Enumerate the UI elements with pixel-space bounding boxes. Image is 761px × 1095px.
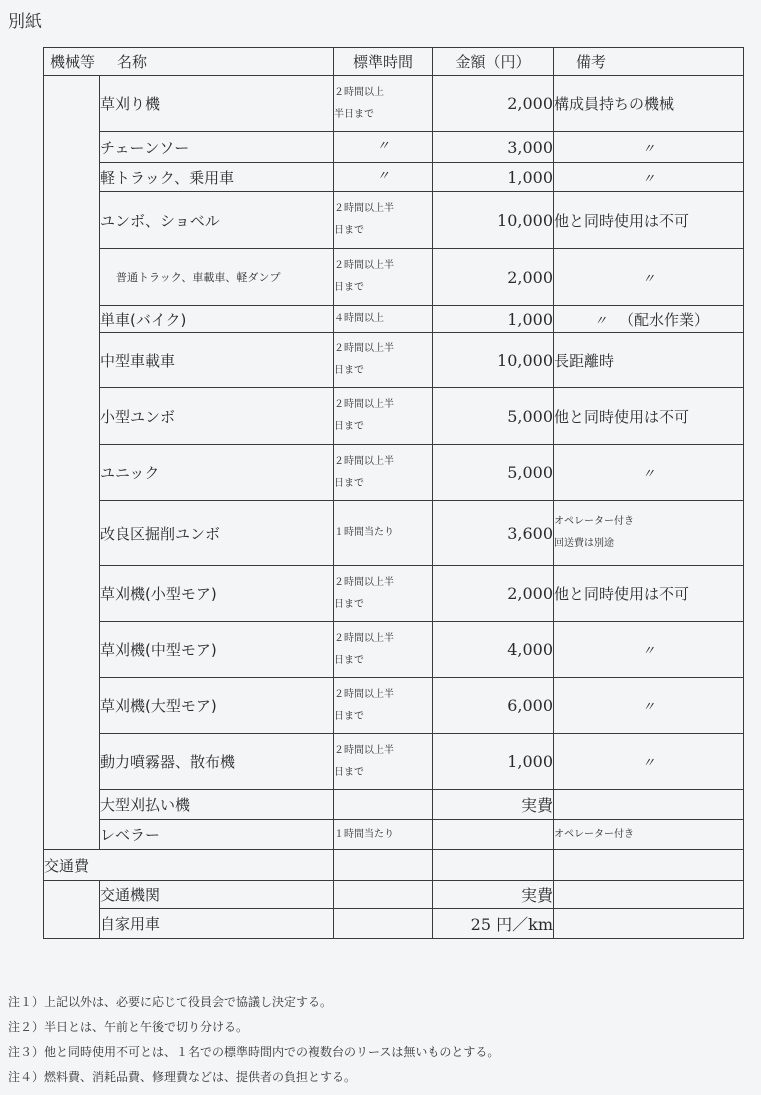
table-row [44,734,744,790]
note: 〃 （配水作業） [554,306,744,333]
note: 〃 [554,163,744,192]
footnote: 注３）他と同時使用不可とは、１名での標準時間内での複数台のリースは無いものとする。 [8,1045,500,1059]
table-row [44,566,744,622]
table-row [44,820,744,850]
amount: 10,000 [433,333,554,388]
note: 他と同時使用は不可 [554,388,744,445]
header-note: 備考 [554,48,744,76]
amount: 2,000 [433,249,554,306]
table-row [44,163,744,192]
note: 他と同時使用は不可 [554,192,744,249]
note: 〃 [554,249,744,306]
note: 構成員持ちの機械 [554,76,744,132]
machine-name: 草刈機(大型モア) [100,678,334,734]
note: 他と同時使用は不可 [554,566,744,622]
note: 〃 [554,445,744,501]
amount: 10,000 [433,192,554,249]
amount: 3,000 [433,132,554,163]
machine-name: 普通トラック、車載車、軽ダンプ [100,249,334,306]
footnotes [8,990,499,1090]
table-row [44,388,744,445]
standard-time: 〃 [334,132,433,163]
table-row [44,76,744,132]
table-row [44,678,744,734]
note: オペレーター付き 回送費は別途 [554,501,744,566]
machine-name: 改良区掘削ユンボ [100,501,334,566]
machine-name: 動力噴霧器、散布機 [100,734,334,790]
table-row [44,501,744,566]
header-group: 機械等 [50,53,96,71]
amount: 1,000 [433,734,554,790]
machine-name: 草刈り機 [100,76,334,132]
amount: 2,000 [433,566,554,622]
table-row [44,132,744,163]
standard-time: ２時間以上半 日まで [334,192,433,249]
footnote: 注４）燃料費、消耗品費、修理費などは、提供者の負担とする。 [8,1070,357,1084]
note: 〃 [554,622,744,678]
table-row [44,909,744,939]
category-cell [44,76,100,850]
header-name: 名称 [117,53,148,71]
machine-name: ユンボ、ショベル [100,192,334,249]
machine-name: 大型刈払い機 [100,790,334,820]
standard-time: ２時間以上半 日まで [334,622,433,678]
machine-name: 単車(バイク) [100,306,334,333]
transport-name: 交通機関 [100,881,334,909]
table-row [44,333,744,388]
standard-time: ２時間以上半 日まで [334,734,433,790]
footnote: 注２）半日とは、午前と午後で切り分ける。 [8,1020,249,1034]
table-row [44,622,744,678]
machine-name: 草刈機(小型モア) [100,566,334,622]
section-row [44,850,744,881]
machine-name: 草刈機(中型モア) [100,622,334,678]
footnote: 注１）上記以外は、必要に応じて役員会で協議し決定する。 [8,995,333,1009]
standard-time: ２時間以上 半日まで [334,76,433,132]
table-row [44,306,744,333]
note: 〃 [554,734,744,790]
machine-name: 軽トラック、乗用車 [100,163,334,192]
machine-name: 小型ユンボ [100,388,334,445]
standard-time: ４時間以上 [334,306,433,333]
fee-table [43,47,744,939]
machine-name: レベラー [100,820,334,850]
category-cell [44,881,100,939]
machine-name: ユニック [100,445,334,501]
standard-time: ２時間以上半 日まで [334,678,433,734]
standard-time: ２時間以上半 日まで [334,388,433,445]
amount: 1,000 [433,306,554,333]
standard-time: １時間当たり [334,501,433,566]
note [554,790,744,820]
note: 〃 [554,678,744,734]
section-transport: 交通費 [44,850,334,881]
page-title: 別紙 [8,12,42,32]
table-row [44,445,744,501]
amount: 実費 [433,790,554,820]
amount: 1,000 [433,163,554,192]
amount [433,820,554,850]
standard-time: ２時間以上半 日まで [334,333,433,388]
amount: 4,000 [433,622,554,678]
header-amount: 金額（円） [433,48,554,76]
standard-time: ２時間以上半 日まで [334,445,433,501]
table-row [44,790,744,820]
machine-name: 中型車載車 [100,333,334,388]
amount: 5,000 [433,388,554,445]
note: オペレーター付き [554,820,744,850]
machine-name: チェーンソー [100,132,334,163]
transport-name: 自家用車 [100,909,334,939]
amount: 6,000 [433,678,554,734]
standard-time: １時間当たり [334,820,433,850]
table-row [44,192,744,249]
amount: 25 円／km [433,909,554,939]
amount: 実費 [433,881,554,909]
standard-time: ２時間以上半 日まで [334,249,433,306]
header-time: 標準時間 [334,48,433,76]
table-row [44,881,744,909]
standard-time: ２時間以上半 日まで [334,566,433,622]
note: 〃 [554,132,744,163]
table-row [44,249,744,306]
standard-time [334,790,433,820]
amount: 3,600 [433,501,554,566]
standard-time: 〃 [334,163,433,192]
amount: 2,000 [433,76,554,132]
amount: 5,000 [433,445,554,501]
note: 長距離時 [554,333,744,388]
header-row [44,48,744,76]
header-group-name [44,48,334,76]
